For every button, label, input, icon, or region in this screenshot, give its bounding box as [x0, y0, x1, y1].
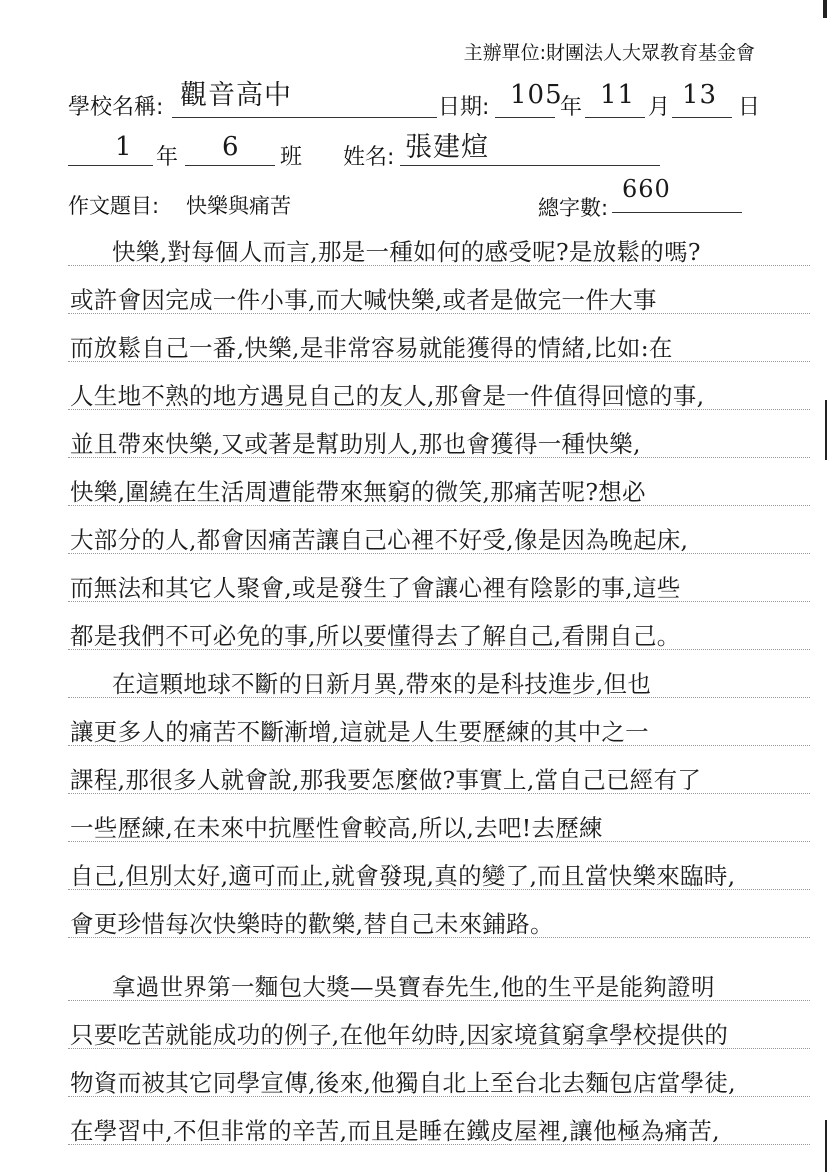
essay-line: 人生地不熟的地方遇見自己的友人,那會是一件值得回憶的事,	[70, 382, 705, 410]
grade-underline	[68, 165, 153, 166]
day-unit: 日	[738, 95, 761, 120]
day-underline	[672, 117, 732, 118]
wordcount-value: 660	[622, 175, 671, 203]
date-month-value: 11	[600, 80, 636, 110]
essay-line: 而放鬆自己一番,快樂,是非常容易就能獲得的情緒,比如:在	[70, 334, 673, 362]
class-unit: 班	[280, 145, 303, 170]
essay-line: 並且帶來快樂,又或著是幫助別人,那也會獲得一種快樂,	[70, 430, 641, 458]
essay-line: 課程,那很多人就會說,那我要怎麼做?事實上,當自己已經有了	[70, 766, 702, 794]
year-underline	[495, 117, 555, 118]
essay-line: 大部分的人,都會因痛苦讓自己心裡不好受,像是因為晚起床,	[70, 526, 689, 554]
name-label: 姓名:	[343, 145, 395, 170]
date-day-value: 13	[682, 80, 718, 110]
essay-line: 拿過世界第一麵包大獎—吳寶春先生,他的生平是能夠證明	[112, 973, 715, 1001]
essay-line: 快樂,對每個人而言,那是一種如何的感受呢?是放鬆的嗎?	[112, 238, 701, 266]
name-underline	[400, 165, 660, 166]
grade-value: 1	[115, 132, 133, 162]
school-label: 學校名稱:	[68, 95, 164, 120]
organizer-text: 主辦單位:財團法人大眾教育基金會	[463, 42, 755, 64]
essay-line: 只要吃苦就能成功的例子,在他年幼時,因家境貧窮拿學校提供的	[70, 1021, 729, 1049]
essay-line: 快樂,圍繞在生活周遭能帶來無窮的微笑,那痛苦呢?想必	[70, 478, 646, 506]
grade-unit: 年	[156, 145, 179, 170]
month-unit: 月	[648, 95, 671, 120]
class-underline	[185, 165, 275, 166]
essay-line: 都是我們不可必免的事,所以要懂得去了解自己,看開自己。	[70, 622, 681, 650]
year-unit: 年	[560, 95, 583, 120]
month-underline	[585, 117, 645, 118]
essay-line: 讓更多人的痛苦不斷漸增,這就是人生要歷練的其中之一	[70, 718, 649, 746]
essay-line: 而無法和其它人聚會,或是發生了會讓心裡有陰影的事,這些	[70, 574, 681, 602]
essay-line: 一些歷練,在未來中抗壓性會較高,所以,去吧!去歷練	[70, 814, 603, 842]
school-name-value: 觀音高中	[180, 80, 292, 111]
essay-line: 物資而被其它同學宣傳,後來,他獨自北上至台北去麵包店當學徒,	[70, 1069, 736, 1097]
date-label: 日期:	[438, 95, 490, 120]
scan-edge-mark	[823, 0, 827, 18]
essay-line: 在學習中,不但非常的辛苦,而且是睡在鐵皮屋裡,讓他極為痛苦,	[70, 1117, 720, 1145]
essay-line: 會更珍惜每次快樂時的歡樂,替自己未來鋪路。	[70, 910, 554, 938]
topic-label: 作文題目:	[68, 194, 160, 218]
essay-line: 在這顆地球不斷的日新月異,帶來的是科技進步,但也	[112, 670, 652, 698]
essay-line: 或許會因完成一件小事,而大喊快樂,或者是做完一件大事	[70, 286, 657, 314]
wordcount-underline	[612, 212, 742, 213]
class-value: 6	[222, 132, 240, 162]
student-name-value: 張建煊	[405, 132, 489, 163]
essay-line: 自己,但別太好,適可而止,就會發現,真的變了,而且當快樂來臨時,	[70, 862, 736, 890]
date-year-value: 105	[510, 80, 563, 110]
wordcount-label: 總字數:	[538, 196, 609, 220]
topic-value: 快樂與痛苦	[186, 194, 291, 218]
school-underline	[172, 117, 437, 118]
